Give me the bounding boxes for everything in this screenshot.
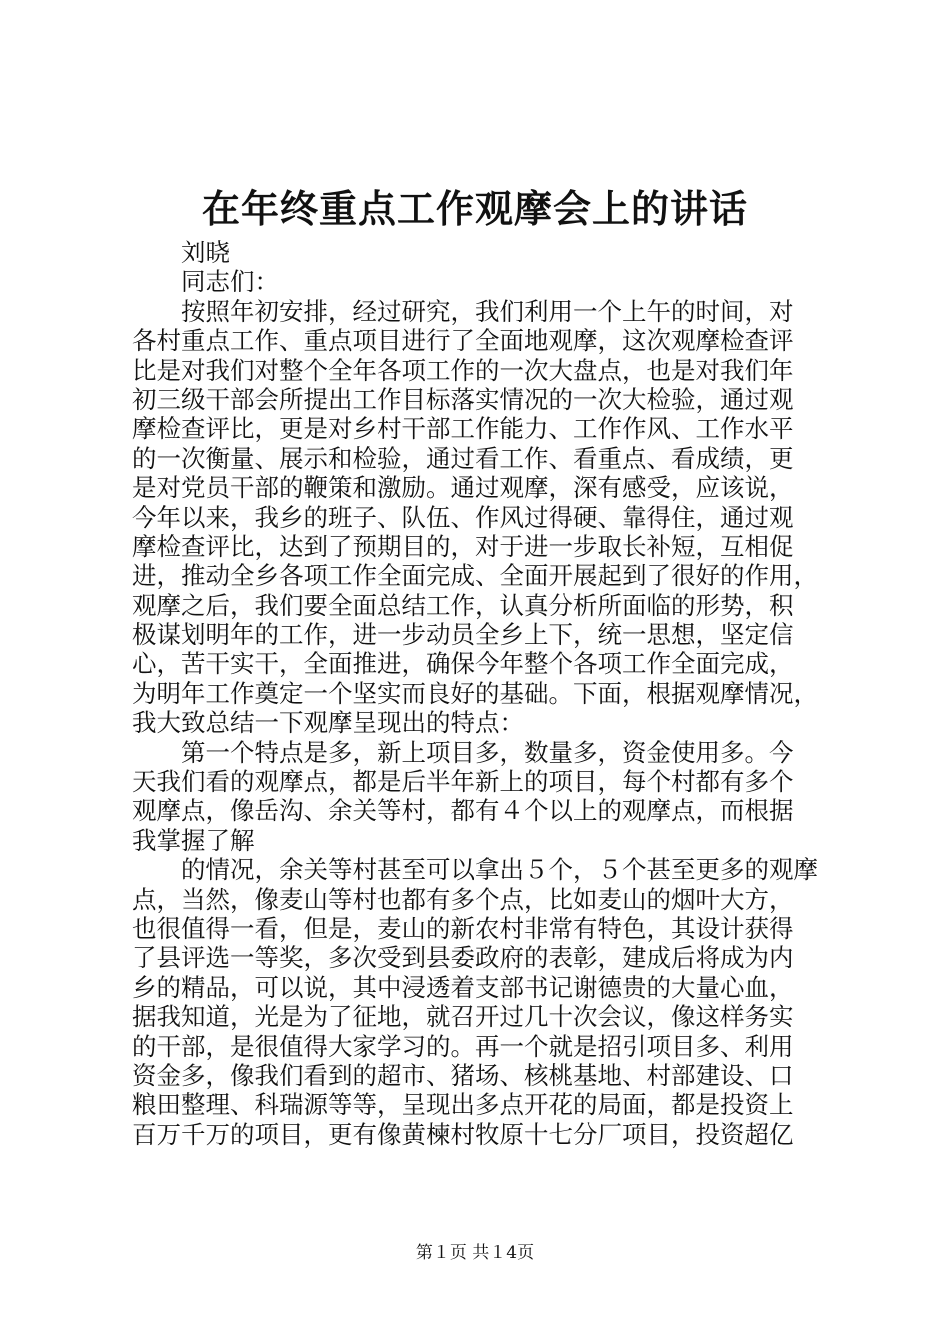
body-line: 的干部，是很值得大家学习的。再一个就是招引项目多、利用 [132, 1031, 794, 1061]
document-body [132, 238, 832, 1149]
body-line: 摩检查评比，达到了预期目的，对于进一步取长补短，互相促 [132, 531, 794, 561]
body-line: 进，推动全乡各项工作全面完成、全面开展起到了很好的作用， [132, 561, 818, 591]
body-line: 比是对我们对整个全年各项工作的一次大盘点，也是对我们年 [132, 355, 794, 385]
body-line: 极谋划明年的工作，进一步动员全乡上下，统一思想，坚定信 [132, 620, 794, 650]
body-line: 为明年工作奠定一个坚实而良好的基础。下面，根据观摩情况， [132, 678, 818, 708]
body-line: 观摩之后，我们要全面总结工作，认真分析所面临的形势，积 [132, 590, 794, 620]
body-line: 点，当然，像麦山等村也都有多个点，比如麦山的烟叶大方， [132, 884, 794, 914]
salutation-line: 同志们： [181, 267, 279, 297]
body-line: 我掌握了解 [132, 825, 255, 855]
page-footer: 第１页 共１4页 [415, 1243, 535, 1263]
body-line: 的一次衡量、展示和检验，通过看工作、看重点、看成绩，更 [132, 443, 794, 473]
body-line: 乡的精品，可以说，其中浸透着支部书记谢德贵的大量心血， [132, 972, 794, 1002]
body-line: 按照年初安排，经过研究，我们利用一个上午的时间，对 [181, 296, 794, 326]
body-line: 百万千万的项目，更有像黄楝村牧原十七分厂项目，投资超亿 [132, 1119, 794, 1149]
body-line: 是对党员干部的鞭策和激励。通过观摩，深有感受，应该说， [132, 473, 794, 503]
body-line: 我大致总结一下观摩呈现出的特点： [132, 708, 524, 738]
body-line: 也很值得一看，但是，麦山的新农村非常有特色，其设计获得 [132, 913, 794, 943]
body-line: 观摩点，像岳沟、余关等村，都有４个以上的观摩点，而根据 [132, 796, 794, 826]
body-line: 今年以来，我乡的班子、队伍、作风过得硬、靠得住，通过观 [132, 502, 794, 532]
body-line: 初三级干部会所提出工作目标落实情况的一次大检验，通过观 [132, 384, 794, 414]
body-line: 资金多，像我们看到的超市、猪场、核桃基地、村部建设、口 [132, 1060, 794, 1090]
body-line: 第一个特点是多，新上项目多，数量多，资金使用多。今 [181, 737, 794, 767]
body-line: 摩检查评比，更是对乡村干部工作能力、工作作风、工作水平 [132, 414, 794, 444]
body-line: 天我们看的观摩点，都是后半年新上的项目，每个村都有多个 [132, 767, 794, 797]
body-line: 的情况，余关等村甚至可以拿出５个，５个甚至更多的观摩 [181, 855, 818, 885]
document-title: 在年终重点工作观摩会上的讲话 [201, 186, 748, 231]
body-line: 心，苦干实干，全面推进，确保今年整个各项工作全面完成， [132, 649, 794, 679]
body-line: 了县评选一等奖，多次受到县委政府的表彰，建成后将成为内 [132, 943, 794, 973]
author-line: 刘晓 [181, 238, 230, 267]
body-line: 粮田整理、科瑞源等等，呈现出多点开花的局面，都是投资上 [132, 1090, 794, 1120]
body-line: 各村重点工作、重点项目进行了全面地观摩，这次观摩检查评 [132, 326, 794, 356]
body-line: 据我知道，光是为了征地，就召开过几十次会议，像这样务实 [132, 1002, 794, 1032]
